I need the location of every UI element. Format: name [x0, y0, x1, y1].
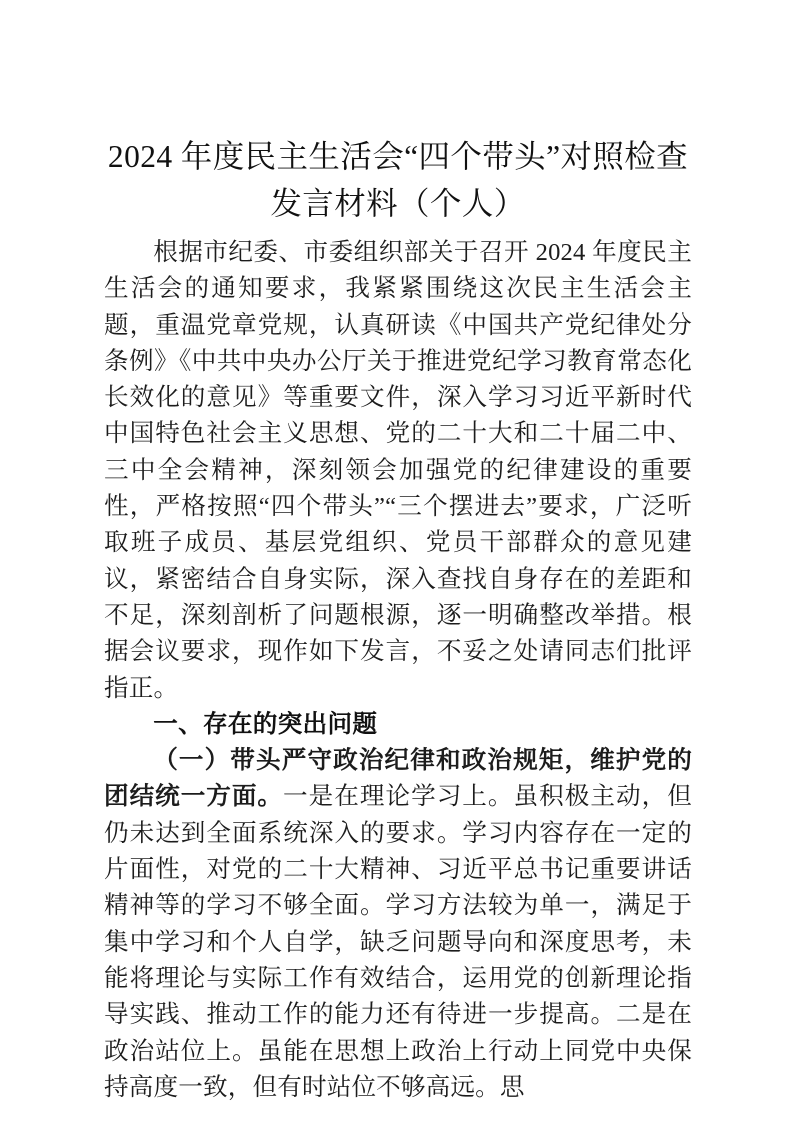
- document-content: [104, 133, 692, 1106]
- intro-paragraph: 根据市纪委、市委组织部关于召开 2024 年度民主生活会的通知要求，我紧紧围绕这次民主生活会主题，重温党章党规，认真研读《中国共产党纪律处分条例》《中共中央办公厅关于推进党纪学习教育常态化长效化的意见》等重要文件，深入学习习近平新时代中国特色社会主义思想、党的二十大和二十届二中、三中全会精神，深刻领会加强党的纪律建设的重要性，严格按照“四个带头”“三个摆进去”要求，广泛听取班子成员、基层党组织、党员干部群众的意见建议，紧密结合自身实际，深入查找自身存在的差距和不足，深刻剖析了问题根源，逐一明确整改举措。根据会议要求，现作如下发言，不妥之处请同志们批评指正。: [104, 239, 692, 702]
- subsection-one-body: 一是在理论学习上。虽积极主动，但仍未达到全面系统深入的要求。学习内容存在一定的片面性，对党的二十大精神、习近平总书记重要讲话精神等的学习不够全面。学习方法较为单一，满足于集中学习和个人自学，缺乏问题导向和深度思考，未能将理论与实际工作有效结合，运用党的创新理论指导实践、推动工作的能力还有待进一步提高。二是在政治站位上。虽能在思想上政治上行动上同党中央保持高度一致，但有时站位不够高远。思: [104, 783, 692, 1101]
- subsection-one-lead: （一）带头严守政治纪律和政治规矩，维护党的团结统一方面。: [104, 747, 692, 811]
- subsection-one-paragraph: [104, 743, 692, 1106]
- section-heading-one: 一、存在的突出问题: [153, 710, 378, 738]
- page-title: 2024 年度民主生活会“四个带头”对照检查发言材料（个人）: [107, 139, 689, 221]
